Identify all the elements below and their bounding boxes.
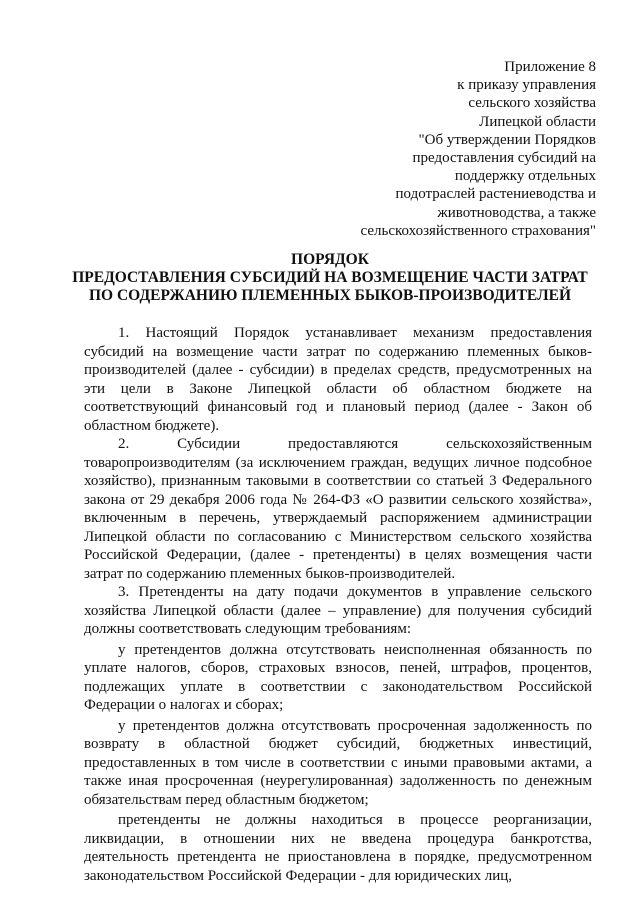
paragraph-6: претенденты не должны находиться в процессе реорганизации, ликвидации, в отношении них не введена процедура банкротства, деятельность претендента не приостановлена в порядке, предусмотренном законодательством Российской Федерации - для юридических лиц,	[84, 812, 592, 884]
title-line-1: ПОРЯДОК	[291, 251, 369, 268]
annex-line: животноводства, а также	[437, 204, 596, 221]
annex-block	[276, 58, 596, 240]
annex-line: сельскохозяйственного страхования"	[360, 222, 596, 239]
paragraph-5: у претендентов должна отсутствовать просроченная задолженность по возврату в областной бюджет субсидий, бюджетных инвестиций, предоставленных в том числе в соответствии с иными правовыми актами, а также иная просроченная (неурегулированная) задолженность по денежным обязательствам перед областным бюджетом;	[84, 717, 592, 808]
annex-line: сельского хозяйства	[468, 95, 596, 112]
paragraph-1: 1. Настоящий Порядок устанавливает механизм предоставления субсидий на возмещение части затрат по содержанию племенных быков-производителей (далее - субсидии) в пределах средств, предусмотренных на эти цели в Законе Липецкой области об областном бюджете на соответствующий финансовый год и плановый период (далее - Закон об областном бюджете).	[84, 325, 592, 434]
document-title	[60, 251, 600, 305]
annex-line: "Об утверждении Порядков	[418, 131, 596, 148]
paragraph-2: 2. Субсидии предоставляются сельскохозяйственным товаропроизводителям (за исключением граждан, ведущих личное подсобное хозяйство), признанным таковыми в соответствии со статьей 3 Федерального закона от 29 декабря 2006 года № 264-ФЗ «О развитии сельского хозяйства», включенным в перечень, утверждаемый распоряжением администрации Липецкой области по согласованию с Министерством сельского хозяйства Российской Федерации, (далее - претенденты) в целях возмещения части затрат по содержанию племенных быков-производителей.	[84, 436, 592, 582]
paragraph-3: 3. Претенденты на дату подачи документов в управление сельского хозяйства Липецкой области (далее – управление) для получения субсидий должны соответствовать следующим требованиям:	[84, 584, 592, 637]
annex-line: подотраслей растениеводства и	[395, 186, 596, 203]
annex-line: поддержку отдельных	[454, 168, 596, 185]
paragraph-4: у претендентов должна отсутствовать неисполненная обязанность по уплате налогов, сборов, страховых взносов, пеней, штрафов, процентов, подлежащих уплате в соответствии с законодательством Российской Федерации о налогах и сборах;	[84, 641, 592, 713]
annex-line: Приложение 8	[504, 59, 596, 75]
annex-line: к приказу управления	[457, 77, 596, 94]
annex-line: Липецкой области	[479, 113, 596, 130]
document-body	[84, 324, 592, 885]
title-line-3: ПО СОДЕРЖАНИЮ ПЛЕМЕННЫХ БЫКОВ-ПРОИЗВОДИТЕЛЕЙ	[88, 287, 572, 304]
annex-line: предоставления субсидий на	[412, 150, 596, 167]
title-line-2: ПРЕДОСТАВЛЕНИЯ СУБСИДИЙ НА ВОЗМЕЩЕНИЕ ЧАСТИ ЗАТРАТ	[72, 269, 588, 286]
